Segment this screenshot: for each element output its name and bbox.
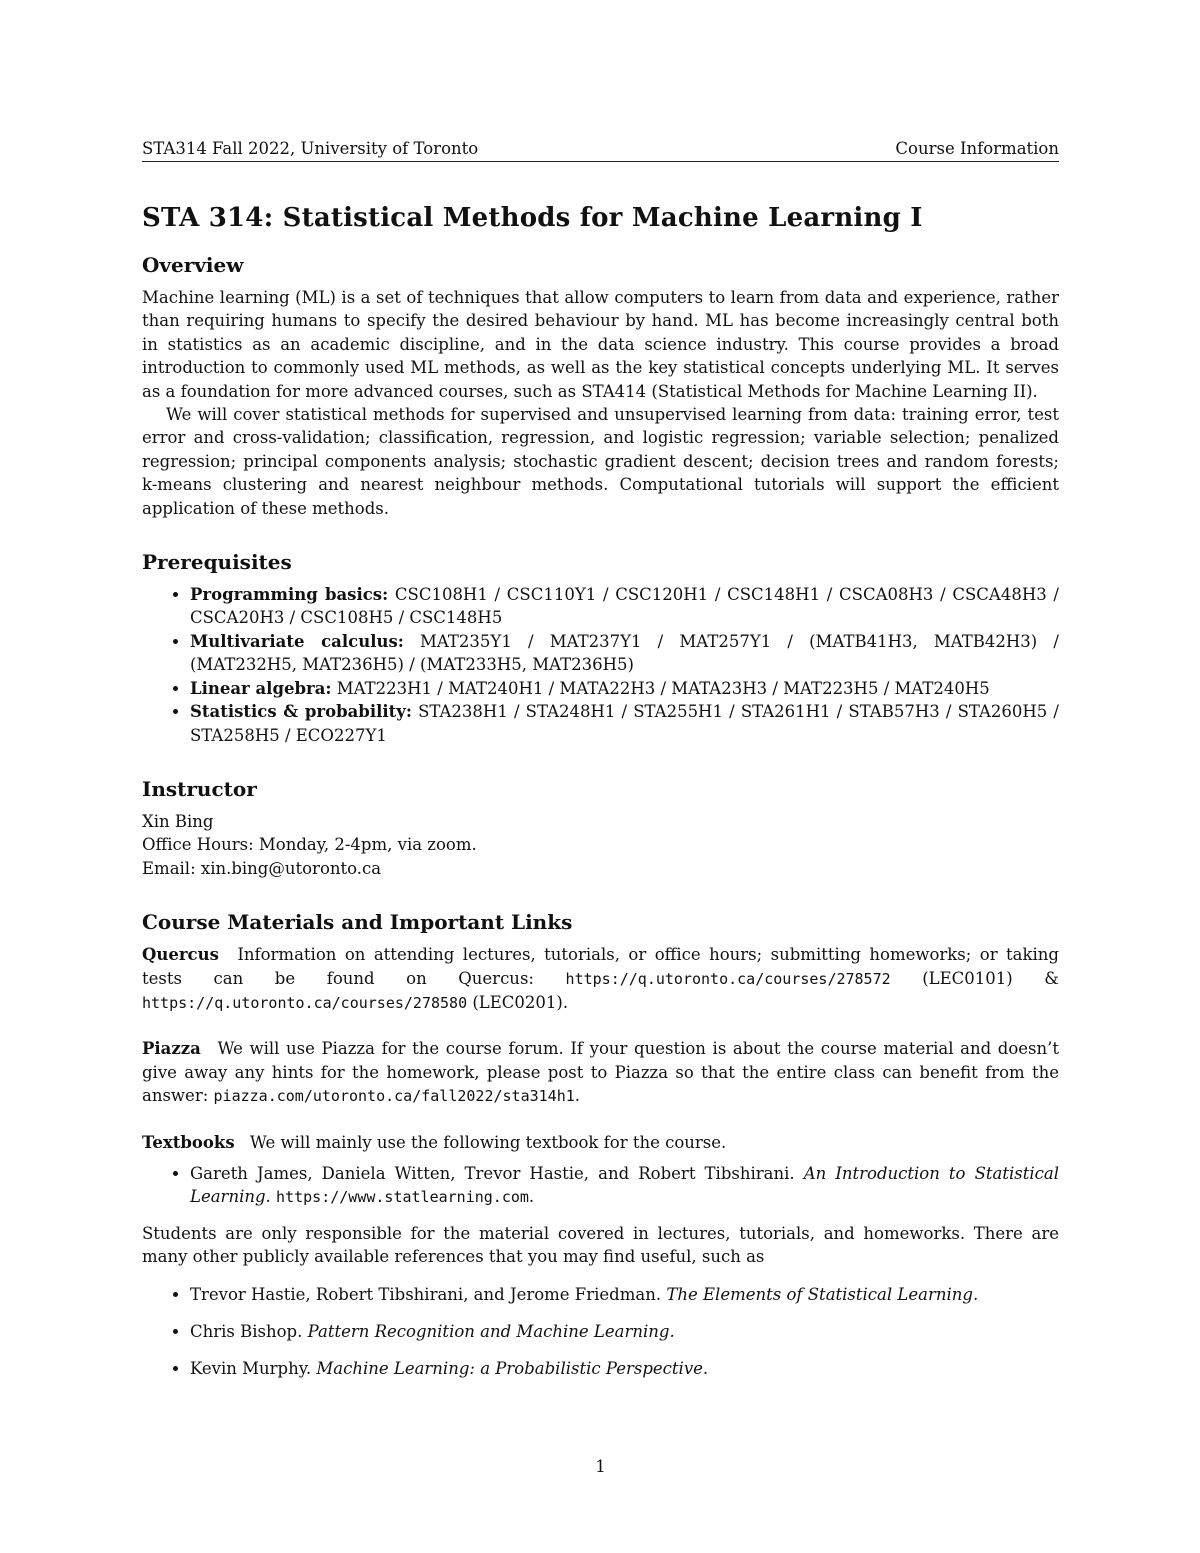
prerequisite-courses: MAT223H1 / MAT240H1 / MATA22H3 / MATA23H3 / MAT223H5 / MAT240H5: [336, 678, 990, 698]
quercus-link-lec0101[interactable]: https://q.utoronto.ca/courses/278572: [565, 969, 891, 988]
piazza-link[interactable]: piazza.com/utoronto.ca/fall2022/sta314h1: [213, 1087, 575, 1106]
reference-item: [190, 1283, 1059, 1306]
book-link[interactable]: https://www.statlearning.com: [276, 1188, 529, 1207]
prerequisite-label: Programming basics:: [190, 585, 389, 605]
main-textbook-item: [190, 1162, 1059, 1210]
quercus-label: Quercus: [142, 945, 219, 965]
main-content: [142, 203, 1059, 1405]
textbooks-paragraph: [142, 1131, 1059, 1154]
reference-authors: Kevin Murphy.: [190, 1359, 312, 1379]
materials-heading: Course Materials and Important Links: [142, 910, 573, 935]
prerequisite-item: [190, 583, 1059, 630]
instructor-office-hours: Office Hours: Monday, 2-4pm, via zoom.: [142, 835, 477, 855]
page-title: STA 314: Statistical Methods for Machine Learning I: [142, 203, 923, 233]
header-course-label: STA314 Fall 2022, University of Toronto: [142, 139, 479, 158]
prerequisite-item: [190, 700, 1059, 747]
reference-item: [190, 1320, 1059, 1343]
book-end: .: [528, 1187, 535, 1207]
quercus-text: (LEC0101) &: [922, 968, 1059, 988]
book-title: An Introduction to Statistical Learning.: [190, 1163, 1059, 1207]
piazza-end: .: [574, 1086, 581, 1106]
overview-heading: Overview: [142, 253, 244, 277]
reference-title: Pattern Recognition and Machine Learning.: [307, 1322, 675, 1341]
reference-title: Machine Learning: a Probabilistic Perspective.: [316, 1359, 709, 1379]
prerequisite-courses: MAT235Y1 / MAT237Y1 / MAT257Y1 / (MATB41H3, MATB42H3) / (MAT232H5, MAT236H5) / (MAT233H5, MAT236H5): [190, 631, 1059, 675]
instructor-email: Email: xin.bing@utoronto.ca: [142, 858, 382, 878]
prerequisite-label: Linear algebra:: [190, 678, 332, 698]
prerequisite-item: [190, 677, 1059, 700]
prerequisites-section: [142, 550, 1059, 747]
piazza-paragraph: [142, 1037, 1059, 1108]
materials-section: [142, 910, 1059, 1381]
reference-item: [190, 1357, 1059, 1380]
header-section-label: Course Information: [895, 139, 1059, 158]
overview-paragraph-1: Machine learning (ML) is a set of techniques that allow computers to learn from data and experience, rather than requiring humans to specify the desired behaviour by hand. ML has become increasingly central both in statistics as an academic discipline, and in the data science industry. This course provides a broad introduction to commonly used ML methods, as well as the key statistical concepts underlying ML. It serves as a foundation for more advanced courses, such as STA414 (Statistical Methods for Machine Learning II).: [142, 288, 1059, 401]
textbooks-note: Students are only responsible for the material covered in lectures, tutorials, and homeworks. There are many other publicly available references that you may find useful, such as: [142, 1223, 1059, 1267]
prerequisite-label: Multivariate calculus:: [190, 631, 404, 651]
instructor-section: [142, 777, 1059, 880]
quercus-paragraph: [142, 943, 1059, 1015]
reference-authors: Trevor Hastie, Robert Tibshirani, and Jerome Friedman.: [190, 1284, 662, 1304]
prerequisites-heading: Prerequisites: [142, 550, 292, 575]
prerequisite-courses: STA238H1 / STA248H1 / STA255H1 / STA261H1 / STAB57H3 / STA260H5 / STA258H5 / ECO227Y1: [190, 702, 1059, 745]
piazza-label: Piazza: [142, 1039, 201, 1059]
prerequisites-list: [142, 583, 1059, 747]
page-number: 1: [595, 1457, 606, 1476]
prerequisite-item: [190, 630, 1059, 677]
prerequisite-courses: CSC108H1 / CSC110Y1 / CSC120H1 / CSC148H1 / CSCA08H3 / CSCA48H3 / CSCA20H3 / CSC108H5 / CSC148H5: [190, 585, 1059, 628]
piazza-text: We will use Piazza for the course forum. If your question is about the course material and doesn’t give away any hints for the homework, please post to Piazza so that the entire class can benefit from the answer:: [142, 1039, 1060, 1106]
reference-title: The Elements of Statistical Learning.: [666, 1284, 979, 1304]
textbooks-text: We will mainly use the following textbook for the course.: [249, 1132, 727, 1152]
prerequisite-label: Statistics & probability:: [190, 702, 412, 722]
quercus-text: Information on attending lectures, tutorials, or office hours; submitting homeworks; or taking tests can be found on Quercus:: [142, 945, 1059, 988]
reference-authors: Chris Bishop.: [190, 1322, 303, 1341]
running-header: [142, 139, 1059, 162]
quercus-text: (LEC0201).: [472, 992, 569, 1012]
instructor-name: Xin Bing: [142, 811, 214, 831]
main-textbook-list: [142, 1162, 1059, 1210]
instructor-heading: Instructor: [142, 776, 257, 801]
textbooks-label: Textbooks: [142, 1132, 235, 1152]
book-authors: Gareth James, Daniela Witten, Trevor Hastie, and Robert Tibshirani.: [190, 1163, 795, 1183]
quercus-link-lec0201[interactable]: https://q.utoronto.ca/courses/278580: [142, 993, 468, 1012]
overview-paragraph-2: We will cover statistical methods for supervised and unsupervised learning from data: training error, test error and cross-validation; classification, regression, and logistic regression; variable selection; penalized regression; principal components analysis; stochastic gradient descent; decision trees and random forests; k-means clustering and nearest neighbour methods. Computational tutorials will support the efficient application of these methods.: [142, 405, 1059, 518]
reference-list: [142, 1283, 1059, 1381]
overview-section: [142, 253, 1059, 520]
